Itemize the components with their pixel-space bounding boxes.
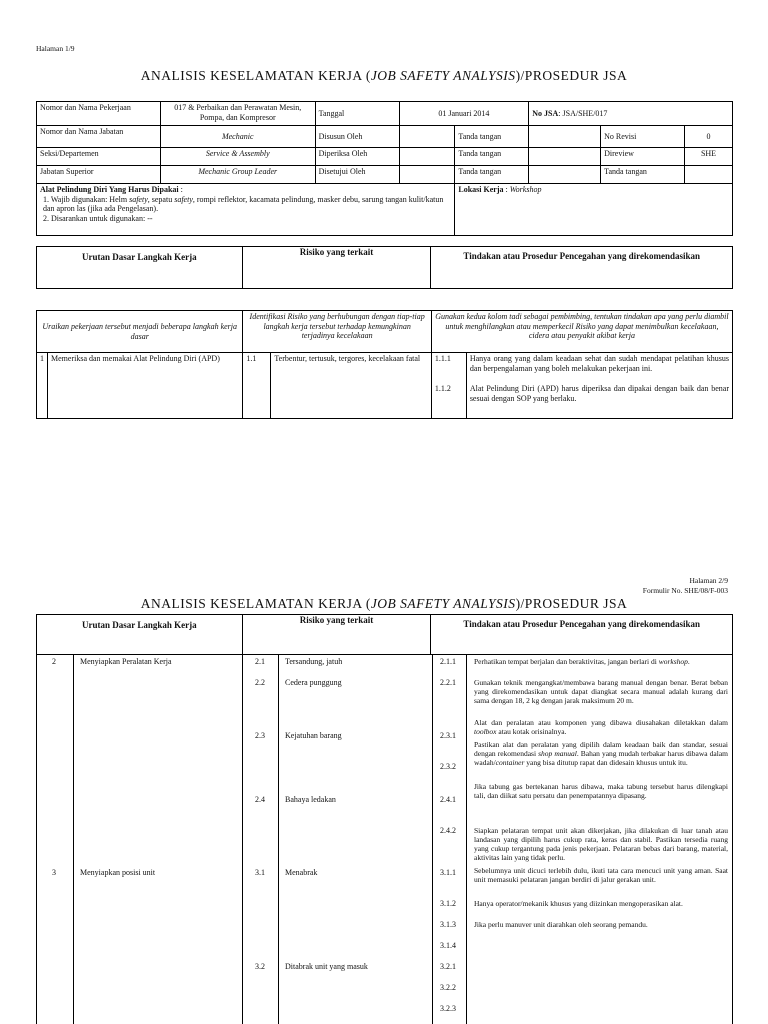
risk-number: 1.1 — [243, 353, 271, 419]
action-description: Sebelumnya unit dicuci terlebih dulu, ikuti tata cara mencuci unit yang aman. Saat unit memasuki pelataran jangan berdiri di jalur gerakan unit. — [474, 866, 728, 884]
step-number: 3 — [52, 868, 56, 877]
subheader-actions: Gunakan kedua kolom tadi sebagai pembimbing, tentukan tindakan apa yang perlu diambil untuk menghilangkan atau memperkecil Risiko yang dapat menimbulkan kecelakaan, cidera atau penyakit akibat kerja — [431, 311, 732, 353]
risk-description: Terbentur, tertusuk, tergores, kecelakaan fatal — [271, 353, 432, 419]
info-label: Nomor dan Nama Pekerjaan — [37, 102, 161, 126]
work-location: Lokasi Kerja : Workshop — [455, 184, 733, 236]
header-risks: Risiko yang terkait — [242, 247, 431, 289]
info-label: Jabatan Superior — [37, 166, 161, 184]
document-title: ANALISIS KESELAMATAN KERJA (JOB SAFETY ANALYSIS)/PROSEDUR JSA — [140, 68, 628, 83]
revision-number: 0 — [685, 126, 733, 148]
approved-by-value — [399, 166, 455, 184]
action-number: 3.2.3 — [440, 1004, 456, 1013]
page-number: Halaman 1/9 — [36, 44, 75, 53]
header-actions: Tindakan atau Prosedur Pencegahan yang direkomendasikan — [431, 247, 733, 289]
info-label: Tanda tangan — [601, 166, 685, 184]
signature-box — [529, 148, 601, 166]
info-label: Direview — [601, 148, 685, 166]
signature-box — [685, 166, 733, 184]
info-label: Tanda tangan — [455, 126, 529, 148]
action-number: 3.1.3 — [440, 920, 456, 929]
action-description: Perhatikan tempat berjalan dan beraktivitas, jangan berlari di workshop. — [474, 657, 690, 666]
step-description: Menyiapkan posisi unit — [80, 868, 156, 877]
info-label: No Revisi — [601, 126, 685, 148]
action-number: 3.2.1 — [440, 962, 456, 971]
action-number: 2.3.2 — [440, 762, 456, 771]
action-number: 3.1.1 — [440, 868, 456, 877]
info-label: Nomor dan Nama Jabatan — [37, 126, 161, 148]
action-description: Pastikan alat dan peralatan yang dipilih dalam keadaan baik dan standar, sesuai dengan rekomendasi shop manual. Bahan yang mudah terbakar harus dibawa dalam wadah/container yang bisa ditutup rapat dan didesain khusus untuk itu. — [474, 740, 729, 767]
step-description: Menyiapkan Peralatan Kerja — [80, 657, 172, 666]
form-number: Formulir No. SHE/08/F-003 — [642, 586, 728, 595]
risk-number: 2.4 — [255, 795, 265, 804]
risk-description: Tersandung, jatuh — [285, 657, 343, 666]
action-number: 2.2.1 — [440, 678, 456, 687]
jsa-number: No JSA: JSA/SHE/017 — [529, 102, 733, 126]
risk-description: Cedera punggung — [285, 678, 342, 687]
signature-box — [529, 126, 601, 148]
action-descriptions: Hanya orang yang dalam keadaan sehat dan sudah mendapat pelatihan khusus dan berpengalaman yang boleh melakukan pekerjaan ini. Alat Pelindung Diri (APD) harus diperiksa dan dipakai dengan baik dan benar sesuai dengan SOP yang berlaku. — [466, 353, 732, 419]
action-description: Jika perlu manuver unit diarahkan oleh seorang pemandu. — [474, 920, 648, 929]
page-number: Halaman 2/9 — [689, 576, 728, 585]
action-numbers: 1.1.1 1.1.2 — [431, 353, 466, 419]
document-title: ANALISIS KESELAMATAN KERJA (JOB SAFETY ANALYSIS)/PROSEDUR JSA — [140, 596, 628, 611]
header-steps: Urutan Dasar Langkah Kerja — [37, 247, 243, 289]
department-name: Service & Assembly — [160, 148, 315, 166]
risk-number: 3.1 — [255, 868, 265, 877]
signature-box — [529, 166, 601, 184]
action-description: Siapkan pelataran tempat unit akan dikerjakan, jika dilakukan di luar tanah atau landasan yang dipilih harus cukup rata, keras dan stabil. Pastikan tersedia ruang yang cukup tergantung pada jenis pekerjaan. Pelataran bebas dari barang, material, aktivitas lain yang tidak perlu. — [474, 826, 728, 862]
info-label: Tanda tangan — [455, 166, 529, 184]
step-description: Memeriksa dan memakai Alat Pelindung Diri (APD) — [48, 353, 243, 419]
risk-description: Ditabrak unit yang masuk — [285, 962, 368, 971]
header-risks: Risiko yang terkait — [242, 615, 431, 655]
risk-number: 2.2 — [255, 678, 265, 687]
risk-description: Menabrak — [285, 868, 318, 877]
action-number: 2.4.1 — [440, 795, 456, 804]
risk-description: Kejatuhan barang — [285, 731, 342, 740]
risk-number: 2.3 — [255, 731, 265, 740]
action-description: Alat dan peralatan atau komponen yang dibawa diusahakan diletakkan dalam toolbox atau kotak orisinalnya. — [474, 718, 728, 736]
action-number: 3.1.2 — [440, 899, 456, 908]
step-number: 2 — [52, 657, 56, 666]
column-header-table — [36, 246, 733, 289]
risk-number: 3.2 — [255, 962, 265, 971]
action-number: 2.1.1 — [440, 657, 456, 666]
subheader-risks: Identifikasi Risiko yang berhubungan dengan tiap-tiap langkah kerja tersebut terhadap kemungkinan terjadinya kecelakaan — [243, 311, 431, 353]
superior-name: Mechanic Group Leader — [160, 166, 315, 184]
steps-table-page1 — [36, 310, 733, 419]
action-description: Jika tabung gas bertekanan harus dibawa, maka tabung tersebut harus dilengkapi tali, dan diikat satu persatu dan penempatannya dipasang. — [474, 782, 728, 800]
info-label: Diperiksa Oleh — [315, 148, 399, 166]
header-actions: Tindakan atau Prosedur Pencegahan yang direkomendasikan — [431, 615, 733, 655]
subheader-steps: Uraikan pekerjaan tersebut menjadi beberapa langkah kerja dasar — [37, 311, 243, 353]
action-number: 3.2.2 — [440, 983, 456, 992]
info-label: Seksi/Departemen — [37, 148, 161, 166]
checked-by-value — [399, 148, 455, 166]
reviewed-by-value: SHE — [685, 148, 733, 166]
prepared-by-value — [399, 126, 455, 148]
ppe-section: Alat Pelindung Diri Yang Harus Dipakai : 1. Wajib digunakan: Helm safety, sepatu safety, rompi reflektor, kacamata pelindung, masker debu, sarung tangan kulit/katun dan apron las (jika ada Pengelasan). 2. Disarankan untuk digunakan: -- — [37, 184, 455, 236]
risk-description: Bahaya ledakan — [285, 795, 336, 804]
info-label: Disetujui Oleh — [315, 166, 399, 184]
header-steps: Urutan Dasar Langkah Kerja — [37, 615, 243, 655]
job-name: 017 & Perbaikan dan Perawatan Mesin, Pompa, dan Kompresor — [160, 102, 315, 126]
info-label: Tanda tangan — [455, 148, 529, 166]
column-header-table — [36, 614, 733, 655]
action-number: 2.4.2 — [440, 826, 456, 835]
date-value: 01 Januari 2014 — [399, 102, 529, 126]
step-number: 1 — [37, 353, 48, 419]
job-info-table — [36, 101, 733, 236]
action-description: Hanya operator/mekanik khusus yang diizinkan mengoperasikan alat. — [474, 899, 683, 908]
action-description: Gunakan teknik mengangkat/membawa barang manual dengan benar. Berat beban yang direkomendasikan untuk dapat diangkat secara manual adalah kurang dari sama dengan 18, 2 kg dengan jarak maksimum 20 m. — [474, 678, 728, 705]
action-number: 3.1.4 — [440, 941, 456, 950]
action-number: 2.3.1 — [440, 731, 456, 740]
risk-number: 2.1 — [255, 657, 265, 666]
position-name: Mechanic — [160, 126, 315, 148]
info-label: Disusun Oleh — [315, 126, 399, 148]
info-label: Tanggal — [315, 102, 399, 126]
